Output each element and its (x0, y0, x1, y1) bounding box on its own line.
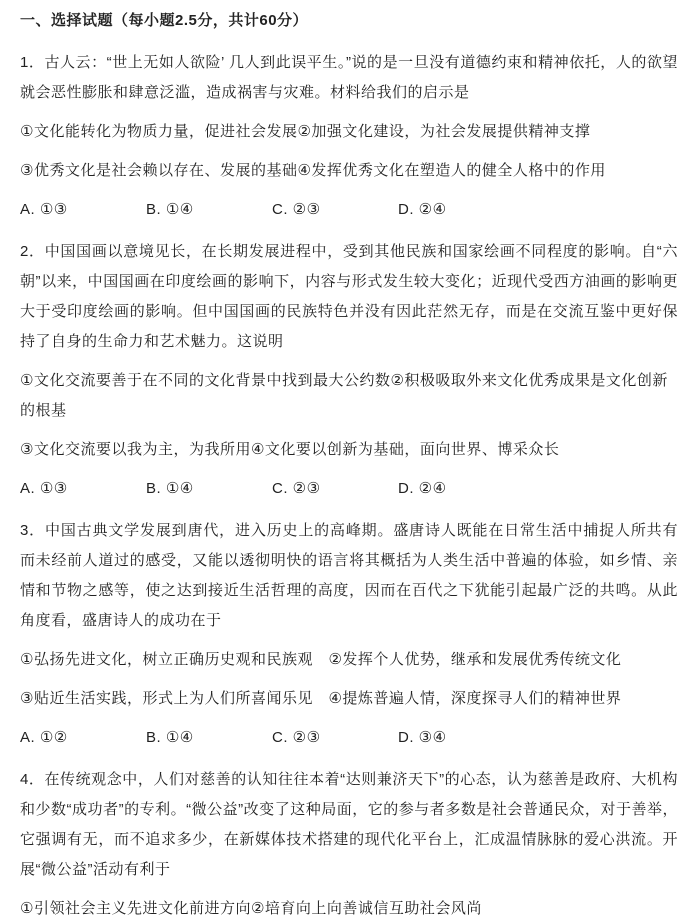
question-1-statements-1: ①文化能转化为物质力量，促进社会发展②加强文化建设，为社会发展提供精神支撑 (20, 123, 591, 140)
question-3-statements-1: ①弘扬先进文化，树立正确历史观和民族观 ②发挥个人优势，继承和发展优秀传统文化 (20, 651, 622, 668)
question-1-options (20, 195, 678, 225)
question-3-option-c: C. ②③ (272, 729, 321, 746)
question-1-option-d: D. ②④ (398, 201, 447, 218)
question-1-stem: 1．古人云：“世上无如人欲险’ 几人到此误平生。”说的是一旦没有道德约束和精神依托，人的欲望就会恶性膨胀和肆意泛滥，造成祸害与灾难。材料给我们的启示是 (20, 54, 678, 101)
question-2-option-a: A. ①③ (20, 480, 68, 497)
question-2-options (20, 474, 678, 504)
question-4-stem: 4．在传统观念中，人们对慈善的认知往往本着“达则兼济天下”的心态，认为慈善是政府、大机构和少数“成功者”的专利。“微公益”改变了这种局面，它的参与者多数是社会普通民众，对于善举，它强调有无，而不追求多少，在新媒体技术搭建的现代化平台上，汇成温情脉脉的爱心洪流。开展“微公益”活动有利于 (20, 771, 678, 878)
question-2-statements-1: ①文化交流要善于在不同的文化背景中找到最大公约数②积极吸取外来文化优秀成果是文化创新的根基 (20, 372, 668, 419)
question-3-option-b: B. ①④ (146, 729, 194, 746)
question-1 (20, 48, 678, 225)
question-1-option-b: B. ①④ (146, 201, 194, 218)
question-2-option-c: C. ②③ (272, 480, 321, 497)
question-2-statements-2: ③文化交流要以我为主，为我所用④文化要以创新为基础，面向世界、博采众长 (20, 441, 560, 458)
question-2-option-d: D. ②④ (398, 480, 447, 497)
question-3-stem: 3．中国古典文学发展到唐代，进入历史上的高峰期。盛唐诗人既能在日常生活中捕捉人所共有而未经前人道过的感受，又能以透彻明快的语言将其概括为人类生活中普遍的体验，如乡情、亲情和节物之感等，使之达到接近生活哲理的高度，因而在百代之下犹能引起最广泛的共鸣。从此角度看，盛唐诗人的成功在于 (20, 522, 678, 629)
question-2 (20, 237, 678, 504)
question-3-option-a: A. ①② (20, 729, 68, 746)
question-1-option-c: C. ②③ (272, 201, 321, 218)
question-2-stem: 2．中国国画以意境见长，在长期发展进程中，受到其他民族和国家绘画不同程度的影响。自“六朝”以来，中国国画在印度绘画的影响下，内容与形式发生较大变化；近现代受西方油画的影响更大于受印度绘画的影响。但中国国画的民族特色并没有因此茫然无存，而是在交流互鉴中更好保持了自身的生命力和艺术魅力。这说明 (20, 243, 678, 350)
question-4 (20, 765, 678, 924)
section-title: 一、选择试题（每小题2.5分，共计60分） (20, 12, 309, 29)
question-3 (20, 516, 678, 753)
question-3-statements-2: ③贴近生活实践，形式上为人们所喜闻乐见 ④提炼普遍人情，深度探寻人们的精神世界 (20, 690, 622, 707)
question-1-option-a: A. ①③ (20, 201, 68, 218)
question-1-statements-2: ③优秀文化是社会赖以存在、发展的基础④发挥优秀文化在塑造人的健全人格中的作用 (20, 162, 606, 179)
question-2-option-b: B. ①④ (146, 480, 194, 497)
question-3-options (20, 723, 678, 753)
question-3-option-d: D. ③④ (398, 729, 447, 746)
question-4-statements-1: ①引领社会主义先进文化前进方向②培育向上向善诚信互助社会风尚 (20, 900, 482, 917)
